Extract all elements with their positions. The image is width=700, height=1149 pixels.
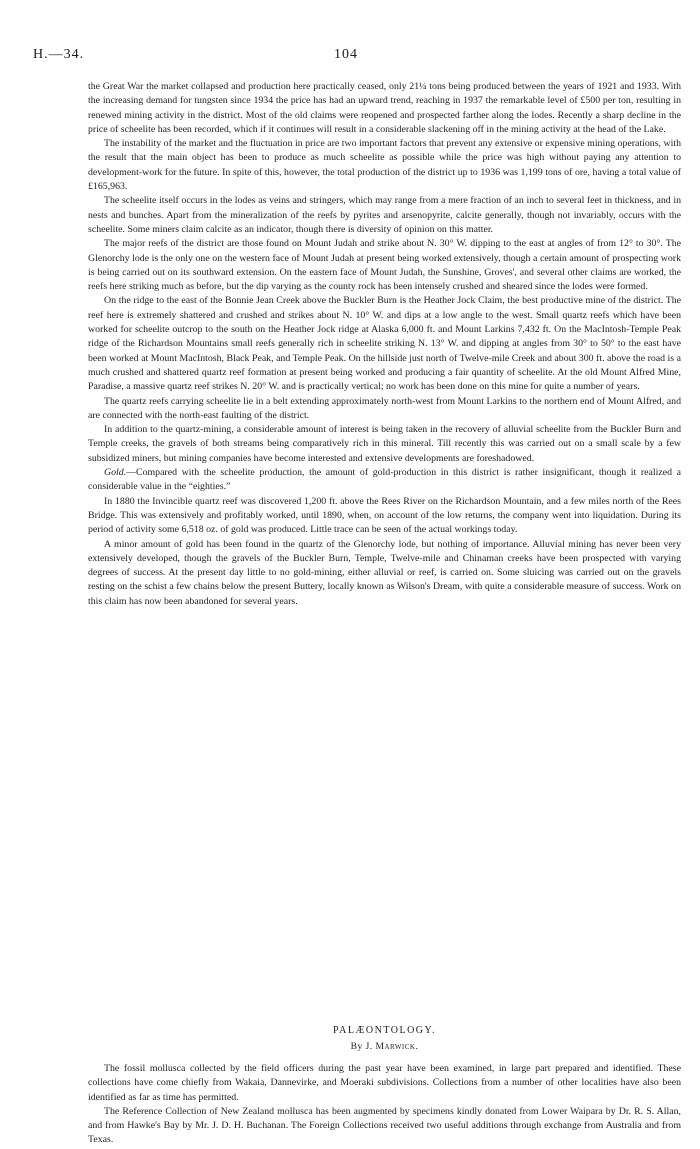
gold-heading: Gold. (104, 467, 127, 479)
author-name: J. Marwick. (365, 1042, 419, 1052)
paragraph: In 1880 the Invincible quartz reef was discovered 1,200 ft. above the Rees River on the Richardson Mountain, and a few miles north of the Rees Bridge. This was extensively and profitably worked, until 1890, when, on account of the low returns, the company went into liquidation. During its period of activity some 6,518 oz. of gold was produced. Little trace can be seen of the actual workings today. (88, 495, 681, 536)
page-number: 104 (334, 47, 358, 62)
paragraph: In addition to the quartz-mining, a considerable amount of interest is being taken in the recovery of alluvial scheelite from the Buckler Burn and Temple creeks, the gravels of both streams being comparatively rich in this mineral. Till recently this was carried out on a small scale by a few subsidized miners, but mining companies have become interested and extensive developments are foreshadowed. (88, 424, 681, 464)
paragraph: The quartz reefs carrying scheelite lie in a belt extending approximately north-west from Mount Larkins to the northern end of Mount Alfred, and are connected with the north-east faulting of the district. (88, 395, 681, 421)
author-prefix: By (350, 1042, 363, 1052)
paragraph: A minor amount of gold has been found in the quartz of the Glenorchy lode, but nothing of importance. Alluvial mining has never been very extensively developed, though the gravels of the Buckler Burn, Temple, Twelve-mile and Chinaman creeks have been prospected with varying degrees of success. At the present day little to no gold-mining, either alluvial or reef, is carried on. Some sluicing was carried out on the gravels resting on the schist a few chains below the present Buttery, locally known as Wilson's Dream, with quite a considerable measure of success. Work on this claim has now been abandoned for several years. (88, 538, 681, 607)
paragraph: the Great War the market collapsed and production here practically ceased, only 21¼ tons being produced between the years of 1921 and 1933. With the increasing demand for tungsten since 1934 the price has had an upward trend, reaching in 1937 the remarkable level of £500 per ton, resulting in renewed mining activity in the district. Most of the old claims were reopened and prospected farther along the lodes. Recently a sharp decline in the price of scheelite has been recorded, which if it continues will result in a considerable slackening off in the mining activity at the head of the Lake. (88, 81, 681, 135)
paragraph: The Reference Collection of New Zealand mollusca has been augmented by specimens kindly donated from Lower Waipara by Dr. R. S. Allan, and from Hawke's Bay by Mr. J. D. H. Buchanan. The Foreign Collections received two useful additions through exchange from Australia and from Texas. (88, 1105, 681, 1146)
section-title: PALÆONTOLOGY. (333, 1025, 436, 1036)
report-code: H.—34. (33, 47, 85, 62)
paragraph: The fossil mollusca collected by the field officers during the past year have been examined, in large part prepared and identified. These collections have come chiefly from Wakaia, Dannevirke, and Moeraki subdivisions. Collections from a number of other localities have also been identified as far as time has permitted. (88, 1063, 681, 1103)
section-body (88, 1062, 681, 1148)
gold-paragraph (88, 466, 681, 495)
gold-text: —Compared with the scheelite production, the amount of gold-production in this district is rather insignificant, though it realized a considerable value in the “eighties.” (88, 467, 681, 493)
paragraph: The instability of the market and the fluctuation in price are two important factors that prevent any extensive or expensive mining operations, with the result that the main object has been to produce as much scheelite as possible while the price was high without paying any attention to development-work for the future. In spite of this, however, the total production of the district up to 1936 was 1,199 tons of ore, having a total value of £165,963. (88, 138, 681, 193)
section-author (88, 1042, 681, 1052)
paragraph: On the ridge to the east of the Bonnie Jean Creek above the Buckler Burn is the Heather Jock Claim, the best productive mine of the district. The reef here is extremely shattered and crushed and strikes about N. 10° W. and dips at a low angle to the west. Small quartz reefs which have been worked for scheelite outcrop to the south on the Heather Jock ridge at Alaska 6,000 ft. and Mount Larkins 7,432 ft. On the MacIntosh-Temple Peak ridge of the Richardson Mountains small reefs generally rich in scheelite striking N. 13° W. and dipping at angles from 30° to 50° to the east have been worked at Mount MacIntosh, Black Peak, and Temple Peak. On the hillside just north of Twelve-mile Creek and about 300 ft. above the road is a much crushed and shattered quartz reef formation at present being worked and producing a fair quantity of scheelite. At the old Mount Alfred Mine, Paradise, a massive quartz reef strikes N. 20° W. and is practically vertical; no work has been done on this mine for quite a number of years. (88, 295, 681, 393)
paragraph: The scheelite itself occurs in the lodes as veins and stringers, which may range from a mere fraction of an inch to several feet in thickness, and in nests and bunches. Apart from the mineralization of the reefs by pyrites and arsenopyrite, calcite generally, though not invariably, occurs with the scheelite. Some miners claim calcite as an indicator, though there is diversity of opinion on this matter. (88, 195, 681, 235)
paragraph: The major reefs of the district are those found on Mount Judah and strike about N. 30° W. dipping to the east at angles of from 12° to 30°. The Glenorchy lode is the only one on the western face of Mount Judah at present being worked extensively, though a certain amount of prospecting work is being carried out on its southward extension. On the eastern face of Mount Judah, the Sunshine, Groves', and several other claims are worked, the reefs here striking much as before, but the dip varying as the county rock has been intensely crushed and sheared since the lodes were formed. (88, 238, 681, 293)
main-body (88, 80, 681, 609)
